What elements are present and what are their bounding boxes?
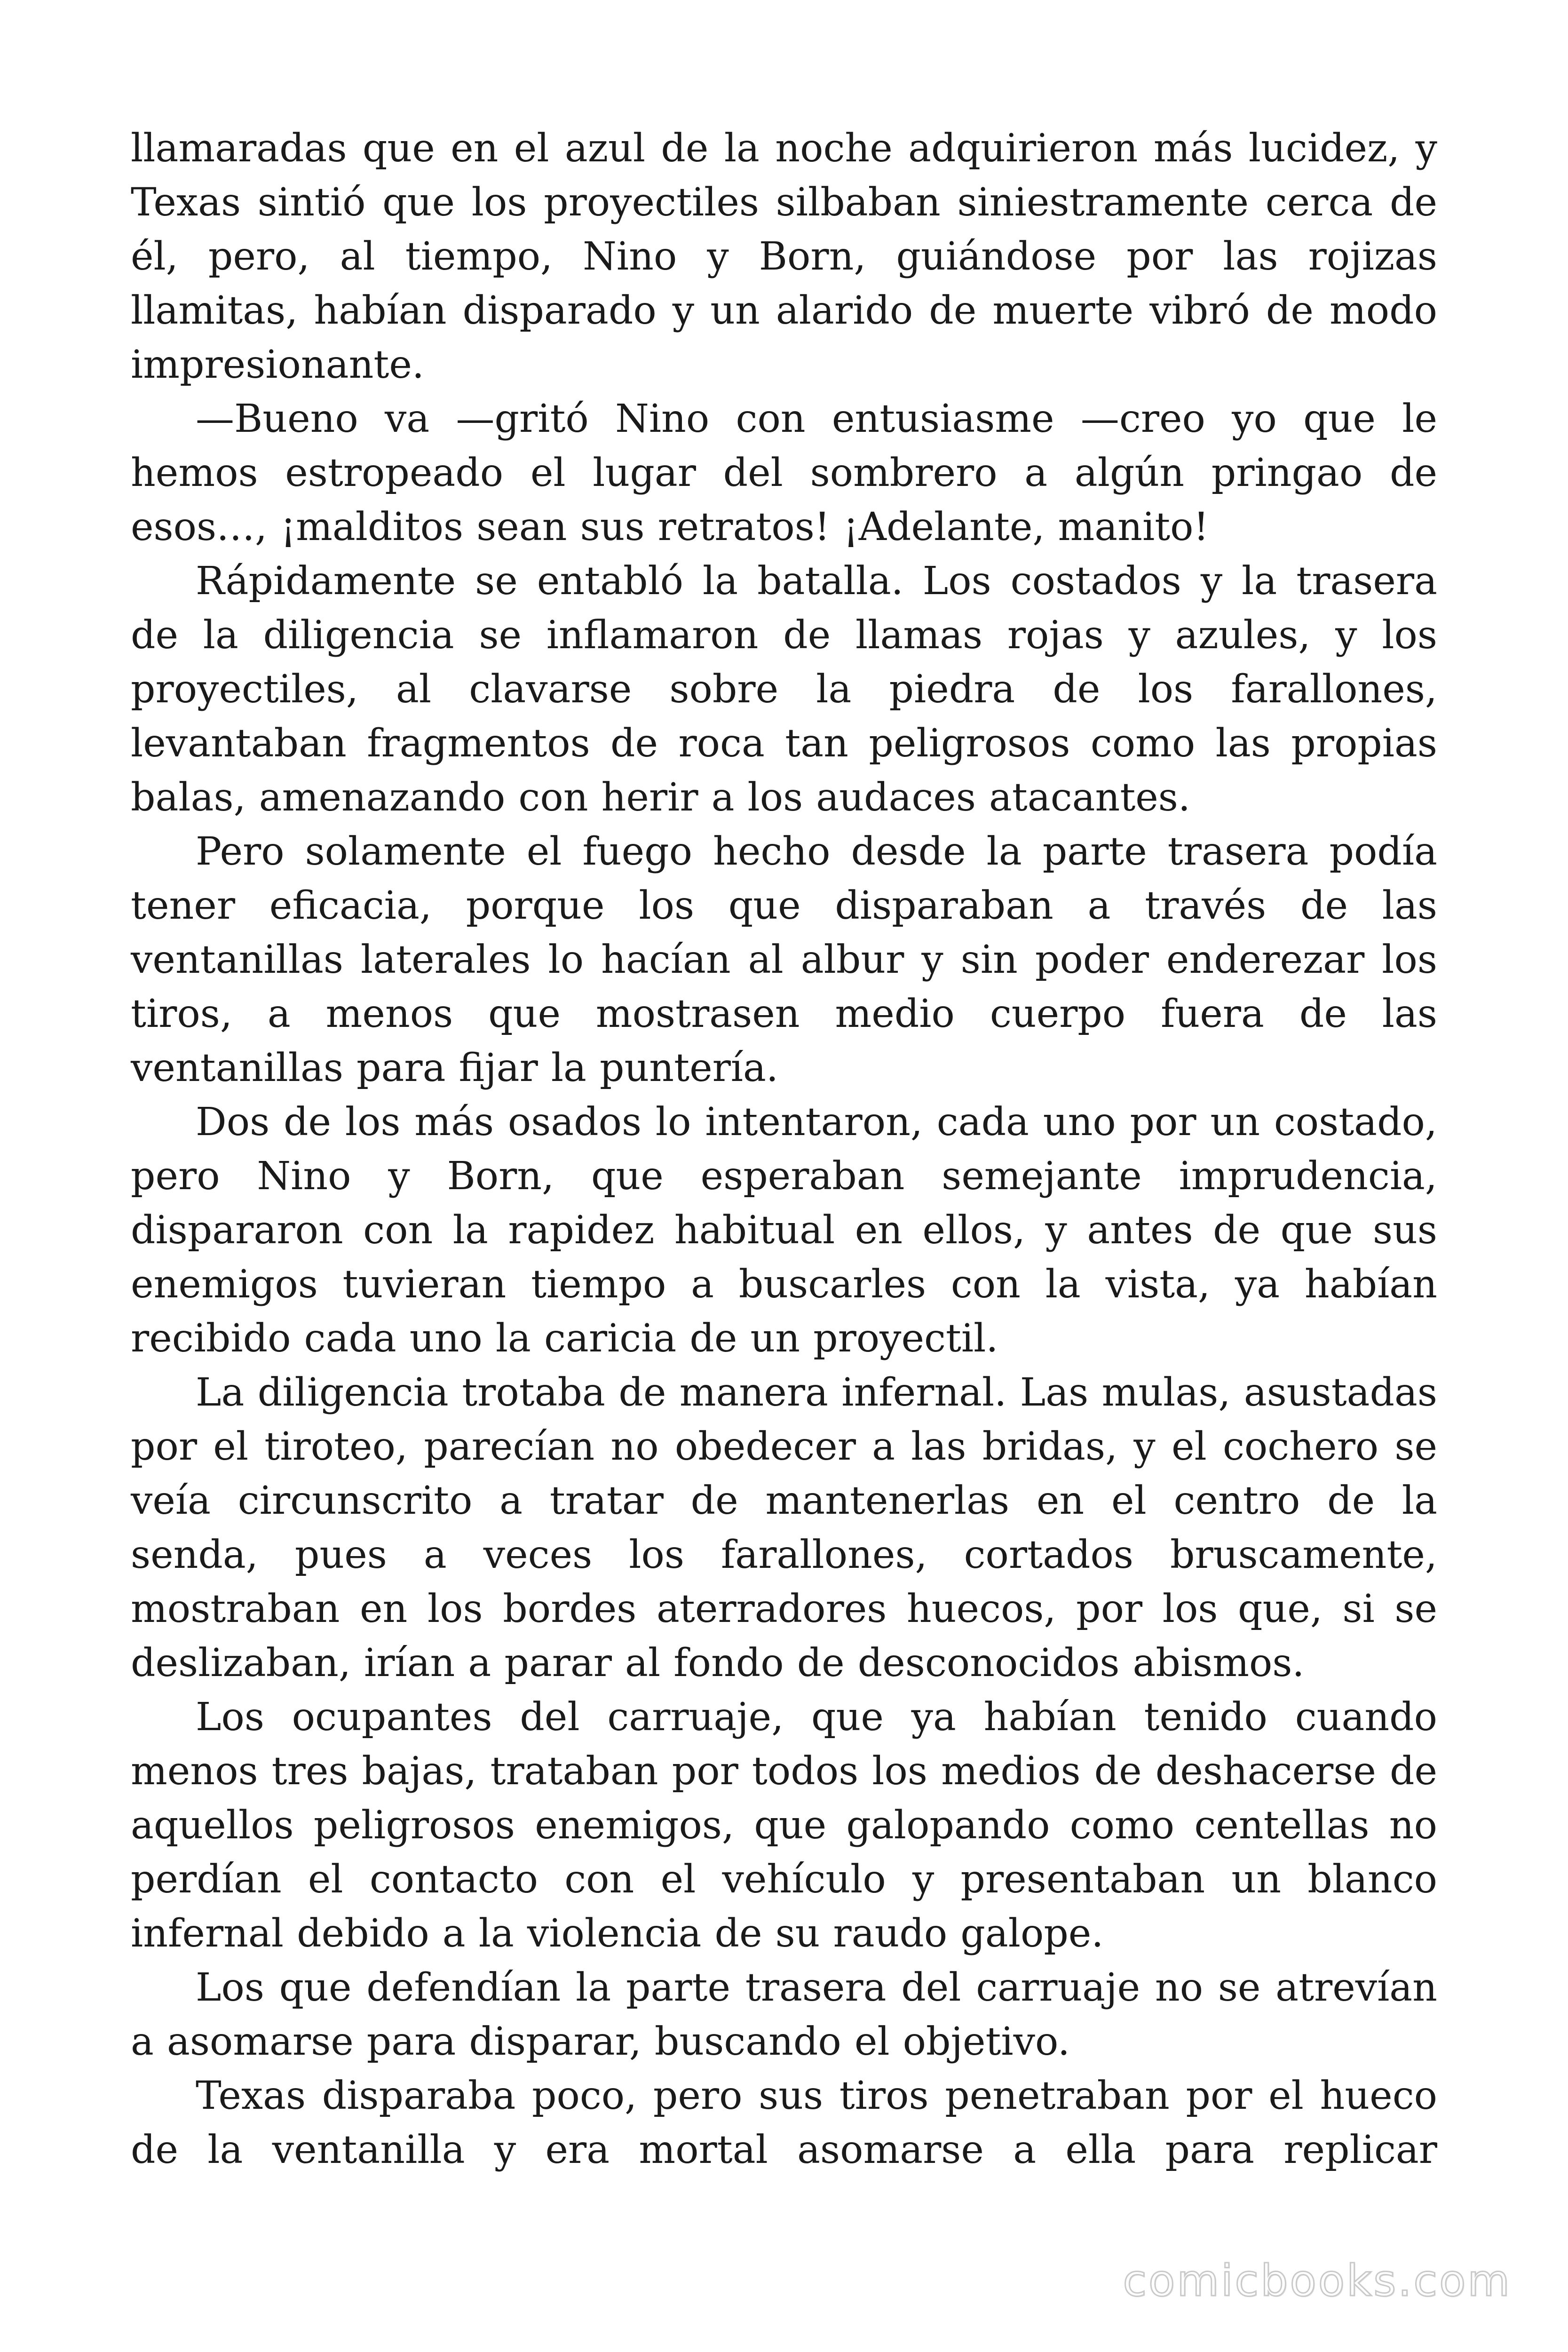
paragraph: Dos de los más osados lo intentaron, cada uno por un costado, pero Nino y Born, que esperaban semejante imprudencia, dispararon con la rapidez habitual en ellos, y antes de que sus enemigos tuvieran tiempo a buscarles con la vista, ya habían recibido cada uno la caricia de un proyectil.: [131, 1100, 1437, 1361]
paragraph: Rápidamente se entabló la batalla. Los costados y la trasera de la diligencia se inflamaron de llamas rojas y azules, y los proyectiles, al clavarse sobre la piedra de los farallones, levantaban fragmentos de roca tan peligrosos como las propias balas, amenazando con herir a los audaces atacantes.: [131, 559, 1437, 820]
paragraph: Los ocupantes del carruaje, que ya habían tenido cuando menos tres bajas, trataban por todos los medios de deshacerse de aquellos peligrosos enemigos, que galopando como centellas no perdían el contacto con el vehículo y presentaban un blanco infernal debido a la violencia de su raudo galope.: [131, 1695, 1437, 1956]
page-body: [131, 121, 1437, 2177]
paragraph-continuation: llamaradas que en el azul de la noche adquirieron más lucidez, y Texas sintió que los proyectiles silbaban siniestramente cerca de él, pero, al tiempo, Nino y Born, guiándose por las rojizas llamitas, habían disparado y un alarido de muerte vibró de modo impresionante.: [131, 126, 1437, 387]
paragraph-truncated: Texas disparaba poco, pero sus tiros penetraban por el hueco de la ventanilla y era mortal asomarse a ella para replicar: [131, 2074, 1437, 2172]
paragraph: La diligencia trotaba de manera infernal. Las mulas, asustadas por el tiroteo, parecían no obedecer a las bridas, y el cochero se veía circunscrito a tratar de mantenerlas en el centro de la senda, pues a veces los farallones, cortados bruscamente, mostraban en los bordes aterradores huecos, por los que, si se deslizaban, irían a parar al fondo de desconocidos abismos.: [131, 1370, 1437, 1685]
paragraph: Los que defendían la parte trasera del carruaje no se atrevían a asomarse para disparar, buscando el objetivo.: [131, 1965, 1437, 2064]
paragraph-dialogue: —Bueno va —gritó Nino con entusiasme —creo yo que le hemos estropeado el lugar del sombrero a algún pringao de esos…, ¡malditos sean sus retratos! ¡Adelante, manito!: [131, 397, 1437, 549]
paragraph: Pero solamente el fuego hecho desde la parte trasera podía tener eficacia, porque los que disparaban a través de las ventanillas laterales lo hacían al albur y sin poder enderezar los tiros, a menos que mostrasen medio cuerpo fuera de las ventanillas para fijar la puntería.: [131, 829, 1437, 1090]
watermark-logo: comicbooks.com: [1123, 2256, 1512, 2306]
